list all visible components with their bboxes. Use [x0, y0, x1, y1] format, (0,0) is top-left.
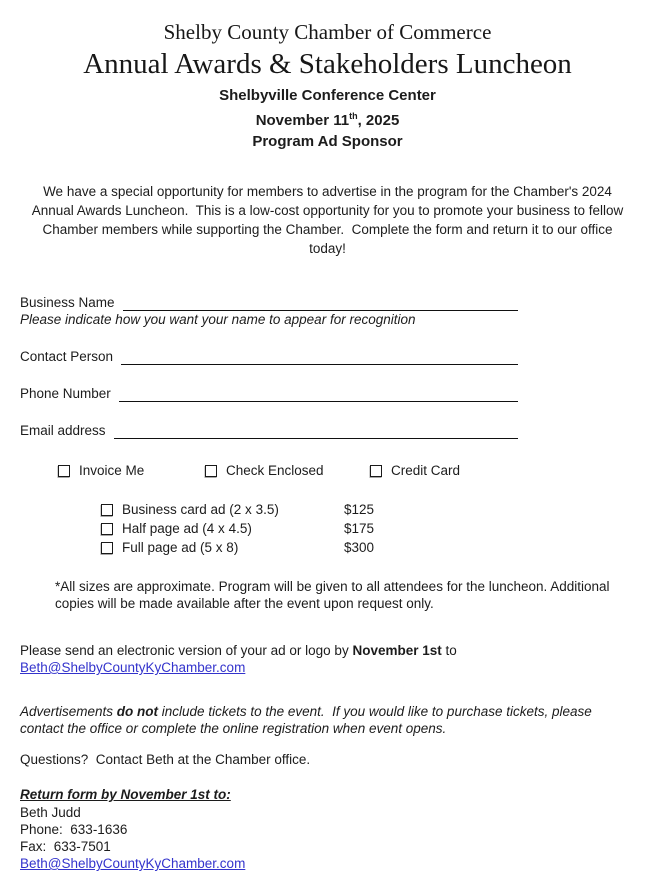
- org-title: Shelby County Chamber of Commerce: [163, 20, 492, 44]
- return-fax: Fax: 633-7501: [20, 839, 111, 854]
- email-address-row: [20, 422, 518, 439]
- return-contact-name: Beth Judd: [20, 805, 81, 820]
- tickets-bold-text: do not: [116, 704, 159, 719]
- business-card-ad-checkbox-icon[interactable]: [101, 504, 113, 516]
- sizes-note: *All sizes are approximate. Program will be given to all attendees for the luncheon. Additional copies will be made available after the event upon request only.: [55, 579, 614, 611]
- document-header: [20, 20, 635, 152]
- credit-card-checkbox-icon[interactable]: [370, 465, 382, 477]
- contact-person-line[interactable]: [121, 349, 518, 365]
- payment-option-check-enclosed[interactable]: [205, 463, 370, 478]
- ad-options-list: [101, 500, 635, 557]
- tickets-note: [20, 703, 636, 737]
- credit-card-label: Credit Card: [391, 463, 461, 478]
- date-line: [20, 106, 635, 131]
- business-name-row: [20, 294, 518, 311]
- phone-number-row: [20, 385, 518, 402]
- business-card-ad-label: Business card ad (2 x 3.5): [122, 502, 279, 517]
- send-ad-text-middle: to: [441, 643, 461, 658]
- intro-paragraph: We have a special opportunity for members to advertise in the program for the Chamber's 2024 Annual Awards Luncheon. This is a low-cost opportunity for you to promote your business to fellow Chamber members while supporting the Chamber. Complete the form and return it to our office today!: [31, 184, 628, 256]
- ad-option-full-page[interactable]: [101, 538, 635, 557]
- send-email-link[interactable]: Beth@ShelbyCountyKyChamber.com: [20, 660, 246, 675]
- program-line: Program Ad Sponsor: [252, 133, 403, 150]
- phone-number-label: Phone Number: [20, 386, 111, 401]
- invoice-me-checkbox-icon[interactable]: [58, 465, 70, 477]
- form-fields: [20, 294, 635, 439]
- check-enclosed-checkbox-icon[interactable]: [205, 465, 217, 477]
- ad-option-half-page[interactable]: [101, 519, 635, 538]
- payment-options-row: [58, 463, 635, 478]
- half-page-ad-price: $175: [344, 521, 375, 536]
- send-ad-text: Please send an electronic version of your ad or logo by: [20, 643, 353, 658]
- return-email-link[interactable]: Beth@ShelbyCountyKyChamber.com: [20, 856, 246, 871]
- return-heading: Return form by November 1st to:: [20, 787, 231, 802]
- ad-option-business-card[interactable]: [101, 500, 635, 519]
- send-ad-line: [20, 642, 635, 676]
- business-name-label: Business Name: [20, 295, 115, 310]
- date-suffix: , 2025: [357, 112, 400, 129]
- email-address-line[interactable]: [114, 423, 518, 439]
- send-deadline: November 1st: [352, 643, 442, 658]
- invoice-me-label: Invoice Me: [79, 463, 145, 478]
- questions-line: Questions? Contact Beth at the Chamber office.: [20, 752, 311, 767]
- phone-number-line[interactable]: [119, 386, 518, 402]
- tickets-text-suffix: include tickets to the event. If you would like to purchase tickets, please contact the office or complete the online registration when event opens.: [20, 704, 596, 736]
- payment-option-credit-card[interactable]: [370, 463, 460, 478]
- contact-person-label: Contact Person: [20, 349, 114, 364]
- full-page-ad-label: Full page ad (5 x 8): [122, 540, 239, 555]
- email-address-label: Email address: [20, 423, 106, 438]
- business-card-ad-price: $125: [344, 502, 375, 517]
- business-name-line[interactable]: [123, 295, 518, 311]
- half-page-ad-checkbox-icon[interactable]: [101, 523, 113, 535]
- recognition-hint: Please indicate how you want your name to appear for recognition: [20, 312, 416, 327]
- full-page-ad-price: $300: [344, 540, 375, 555]
- return-block: [20, 786, 635, 872]
- full-page-ad-checkbox-icon[interactable]: [101, 542, 113, 554]
- venue-line: Shelbyville Conference Center: [219, 87, 436, 104]
- return-phone: Phone: 633-1636: [20, 822, 128, 837]
- tickets-text-prefix: Advertisements: [20, 704, 117, 719]
- date-superscript: th: [349, 111, 358, 121]
- date-prefix: November 11: [255, 112, 350, 129]
- half-page-ad-label: Half page ad (4 x 4.5): [122, 521, 252, 536]
- event-title: Annual Awards & Stakeholders Luncheon: [83, 48, 572, 80]
- payment-option-invoice-me[interactable]: [58, 463, 205, 478]
- check-enclosed-label: Check Enclosed: [226, 463, 324, 478]
- contact-person-row: [20, 348, 518, 365]
